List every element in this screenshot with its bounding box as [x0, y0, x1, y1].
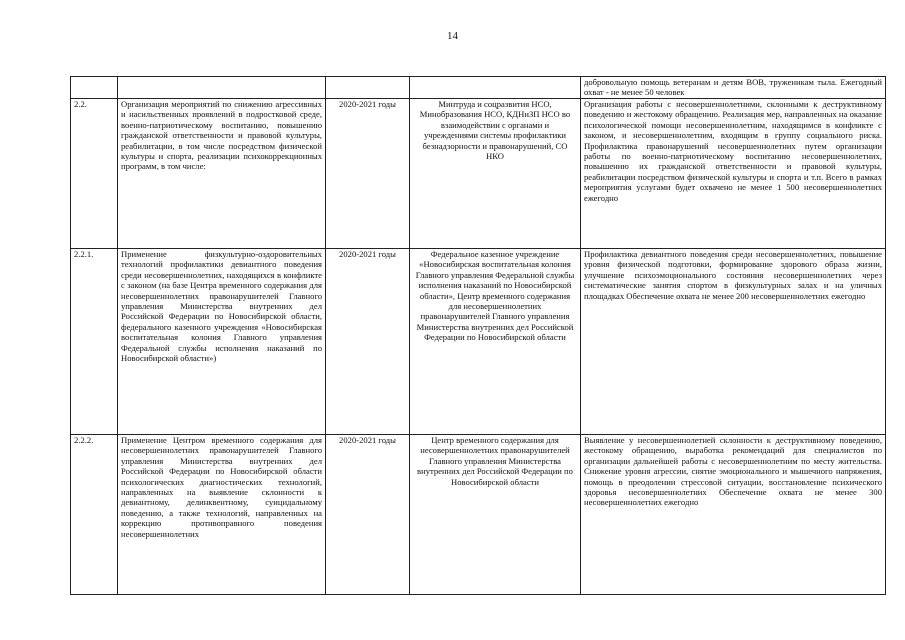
cell-num: 2.2.1. [71, 249, 118, 435]
cell-executors: Центр временного содержания для несовершеннолетних правонарушителей Главного управления Министерства внутренних дел Российской Федерации по Новосибирской области [410, 435, 581, 595]
cell-description: Применение физкультурно-оздоровительных технологий профилактики девиантного поведения среди несовершеннолетних, находящихся в конфликте с законом (на базе Центра временного содержания для несовершеннолетних правонарушителей Главного управления Министерства внутренних дел Российской Федерации по Новосибирской области, федерального казенного учреждения «Новосибирская воспитательная колония Главного управления Федеральной службы исполнения наказаний по Новосибирской области») [118, 249, 326, 435]
cell-period: 2020-2021 годы [326, 435, 410, 595]
cell-period: 2020-2021 годы [326, 99, 410, 249]
cell-description: Применение Центром временного содержания для несовершеннолетних правонарушителей Главного управления Министерства внутренних дел Российской Федерации по Новосибирской области психологических диагностических технологий, направленных на выявление склонности к девиантному, делинквентному, суицидальному поведению, а также технологий, направленных на коррекцию противоправного поведения несовершеннолетних [118, 435, 326, 595]
cell-executors: Федеральное казенное учреждение «Новосибирская воспитательная колония Главного управления Федеральной службы исполнения наказаний по Новосибирской области», Центр временного содержания для несовершеннолетних правонарушителей Главного управления Министерства внутренних дел Российской Федерации по Новосибирской области [410, 249, 581, 435]
cell-description [118, 77, 326, 99]
cell-result: Выявление у несовершеннолетней склонности к деструктивному поведению, жестокому обращению, выработка рекомендаций для специалистов по организации дальнейшей работы с несовершеннолетним по месту жительства. Снижение уровня агрессии, снятие эмоционального и мышечного напряжения, помощь в преодолении стрессовой ситуации, восстановление психического здоровья несовершеннолетних Обеспечение охвата не менее 300 несовершеннолетних ежегодно [581, 435, 886, 595]
cell-result: Профилактика девиантного поведения среди несовершеннолетних, повышение уровня физической подготовки, формирование здорового образа жизни, улучшение психоэмоционального состояния несовершеннолетних через систематические занятия спортом в физкультурных залах и на уличных площадках Обеспечение охвата не менее 200 несовершеннолетних ежегодно [581, 249, 886, 435]
cell-description: Организация мероприятий по снижению агрессивных и насильственных проявлений в подростковой среде, военно-патриотическому воспитанию, повышению гражданской ответственности и правовой культуры, реабилитации, в том числе посредством физической культуры и спорта, реализации психокоррекционных программ, в том числе: [118, 99, 326, 249]
table-row [71, 435, 886, 595]
cell-result: Организация работы с несовершеннолетними, склонными к деструктивному поведению и жестокому обращению. Реализация мер, направленных на оказание психологической помощи несовершеннолетним, находящимся в конфликте с законом, и несовершеннолетним, входящим в группу социального риска. Профилактика правонарушений несовершеннолетних путем организации работы по военно-патриотическому воспитанию несовершеннолетних, повышению их гражданской ответственности и правовой культуры, реабилитации посредством физической культуры и спорта и т.п. Всего в рамках мероприятия услугами будет охвачено не менее 1 500 несовершеннолетних ежегодно [581, 99, 886, 249]
measures-table [70, 76, 886, 595]
cell-num [71, 77, 118, 99]
table-row [71, 249, 886, 435]
cell-period: 2020-2021 годы [326, 249, 410, 435]
cell-executors [410, 77, 581, 99]
table-row [71, 99, 886, 249]
cell-executors: Минтруда и соцразвития НСО, Минобразования НСО, КДНиЗП НСО во взаимодействии с органами и учреждениями системы профилактики безнадзорности и правонарушений, СО НКО [410, 99, 581, 249]
table-row-continuation [71, 77, 886, 99]
cell-num: 2.2.2. [71, 435, 118, 595]
cell-period [326, 77, 410, 99]
cell-num: 2.2. [71, 99, 118, 249]
cell-result: добровольную помощь ветеранам и детям ВОВ, труженикам тыла. Ежегодный охват - не менее 50 человек [581, 77, 886, 99]
page-number: 14 [447, 30, 458, 42]
